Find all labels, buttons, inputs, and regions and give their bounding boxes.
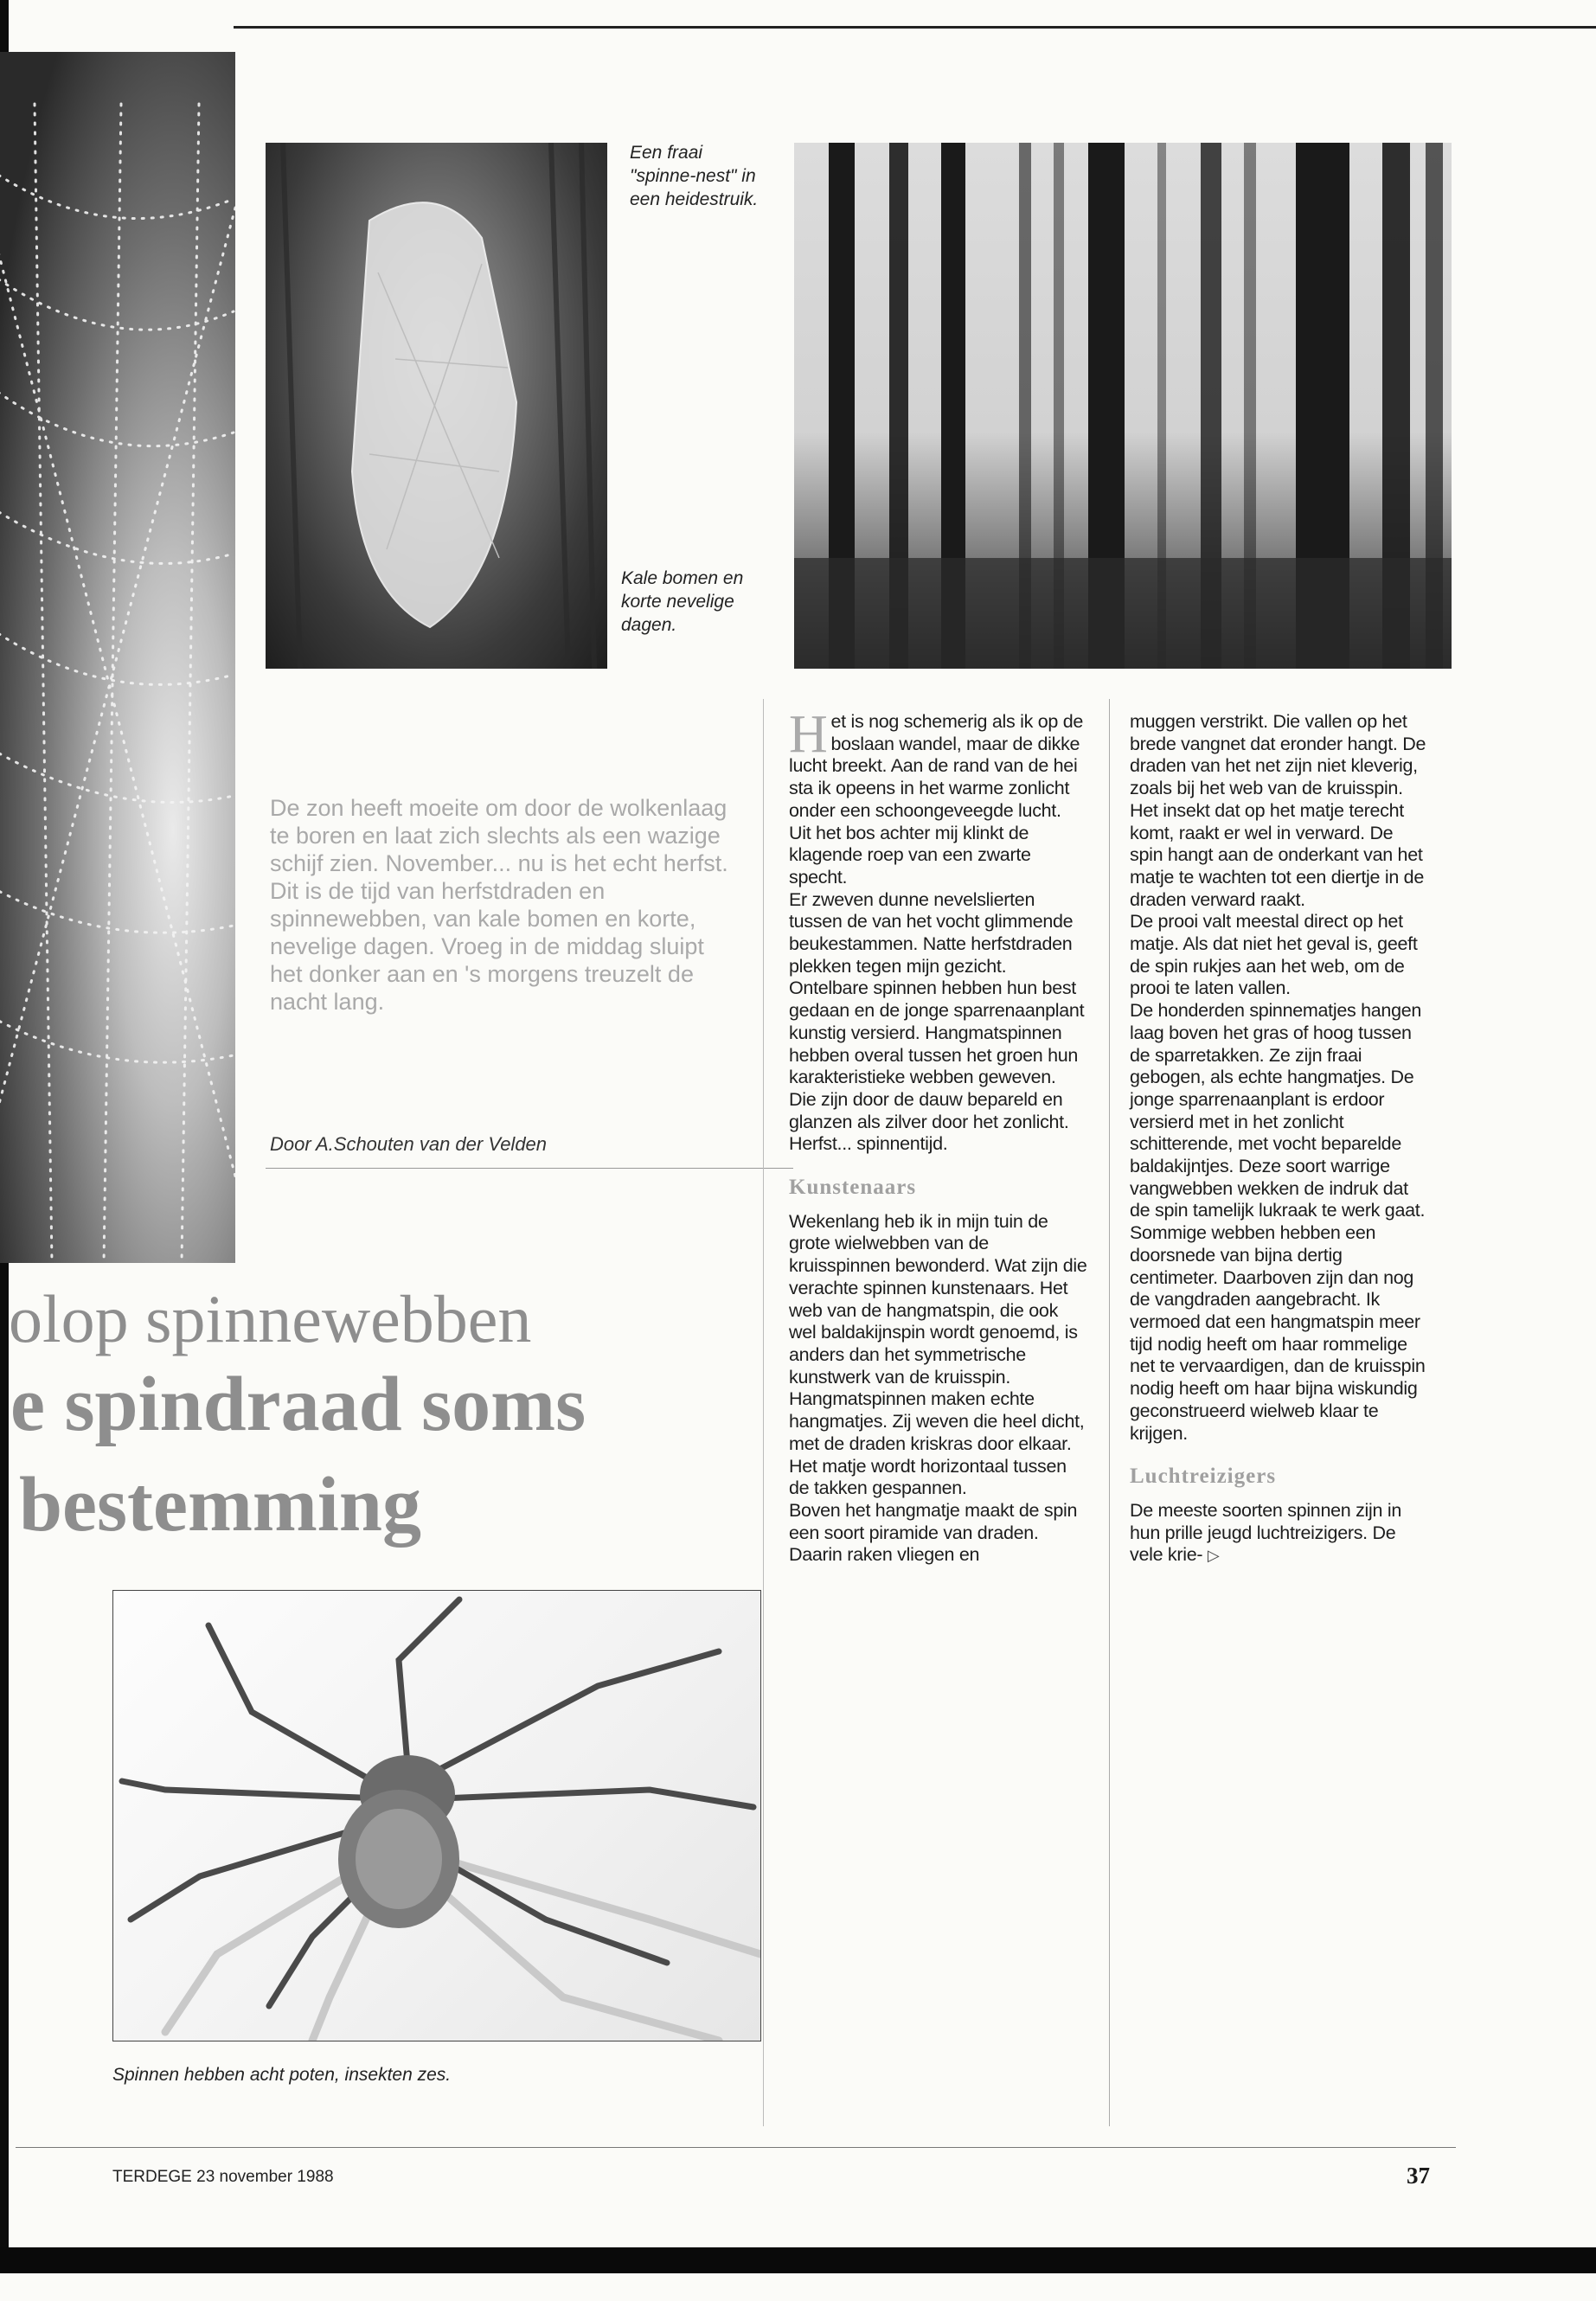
paragraph: Wekenlang heb ik in mijn tuin de grote wielwebben van de kruisspinnen bewonderd. Wat zijn die verachte spinnen kunstenaars. Het web van de hangmatspin, die ook wel baldakijnspin wordt genoemd, is anders dan het symmetrische kunstwerk van de kruisspin. Hangmatspinnen maken echte hangmatjes. Zij weven die heel dicht, met de draden kriskras door elkaar. Het matje wordt horizontaal tussen de takken gespannen. [789,1210,1087,1499]
bottom-edge-bar [0,2247,1596,2273]
drop-cap: H [789,705,828,764]
column-divider-right [1109,699,1110,2126]
article-column-1 [789,705,1087,1567]
headline-line-3: bestemming [19,1462,421,1548]
paragraph: De meeste soorten spinnen zijn in hun prille jeugd luchtreizigers. De vele krie- [1130,1499,1401,1566]
paragraph: muggen verstrikt. Die vallen op het brede vangnet dat eronder hangt. De draden van het net zijn niet kleverig, zoals bij het web van de kruisspin. Het insekt dat op het matje terecht komt, raakt er wel in verward. De spin hangt aan de onderkant van het matje te wachten tot een diertje in de draden verward raakt. [1130,711,1426,910]
nest-caption: Een fraai "spinne-nest" in een heidestruik. [630,143,759,209]
continue-arrow-icon: ▷ [1207,1547,1220,1565]
subheading-kunstenaars: Kunstenaars [789,1176,917,1200]
paragraph: Er zweven dunne nevelslierten tussen de van het vocht glimmende beukestammen. Natte herfstdraden plekken tegen mijn gezicht. Ontelbare spinnen hebben hun best gedaan en de jonge sparrenaanplant kunstig versierd. Hangmatspinnen hebben overal tussen het groen hun karakteristieke webben geweven. Die zijn door de dauw bepareld en glanzen als zilver door het zonlicht. Herfst... spinnentijd. [789,888,1085,1155]
dew-web-photo [0,52,235,1263]
publication-line: TERDEGE 23 november 1988 [112,2168,334,2186]
headline-line-1: olop spinnewebben [9,1281,532,1356]
paragraph: Boven het hangmatje maakt de spin een soort piramide van draden. Daarin raken vliegen en [789,1499,1078,1566]
footer-rule [16,2147,1456,2148]
spider-caption: Spinnen hebben acht poten, insekten zes. [112,2065,452,2085]
spider-photo [112,1590,761,2041]
page-number: 37 [1407,2163,1430,2189]
article-column-2 [1130,711,1428,1567]
byline-divider [266,1168,793,1169]
headline-line-2: e spindraad soms [10,1362,586,1447]
forest-caption: Kale bomen en korte nevelige dagen. [621,568,744,635]
subheading-luchtreizigers: Luchtreizigers [1130,1465,1277,1489]
paragraph: De prooi valt meestal direct op het matje. Als dat niet het geval is, geeft de spin rukjes aan het web, om de prooi te laten vallen. [1130,911,1418,999]
paragraph: et is nog schemerig als ik op de boslaan wandel, maar de dikke lucht breekt. Aan de rand van de hei sta ik opeens in het warme zonlicht onder een schoongeveegde lucht. Uit het bos achter mij klinkt de klagende roep van een zwarte specht. [789,711,1084,888]
spider-nest-photo [266,143,607,669]
intro-text: De zon heeft moeite om door de wolkenlaag te boren en laat zich slechts als een wazige schijf zien. November... nu is het echt herfst. Dit is de tijd van herfstdraden en spinnewebben, van kale bomen en korte, nevelige dagen. Vroeg in de middag sluipt het donker aan en 's morgens treuzelt de nacht lang. [270,795,728,1015]
column-divider-left [763,699,764,2126]
foggy-forest-photo [794,143,1452,669]
paragraph: Sommige webben hebben een doorsnede van bijna dertig centimeter. Daarboven zijn dan nog de vangdraden aangebracht. Ik vermoed dat een hangmatspin meer tijd nodig heeft om haar rommelige net te vervaardigen, dan de kruisspin nodig heeft om haar bijna wiskundig geconstrueerd wielweb klaar te krijgen. [1130,1222,1426,1444]
paragraph: De honderden spinnematjes hangen laag boven het gras of hoog tussen de sparretakken. Ze zijn fraai gebogen, als echte hangmatjes. De jonge sparrenaanplant is erdoor versierd met in het zonlicht schitterende, met vocht beparelde baldakijntjes. Deze soort warrige vangwebben wekken de indruk dat de spin tamelijk lukraak te werk gaat. [1130,1000,1426,1221]
byline: Door A.Schouten van der Velden [270,1133,548,1155]
top-rule [234,26,1596,29]
